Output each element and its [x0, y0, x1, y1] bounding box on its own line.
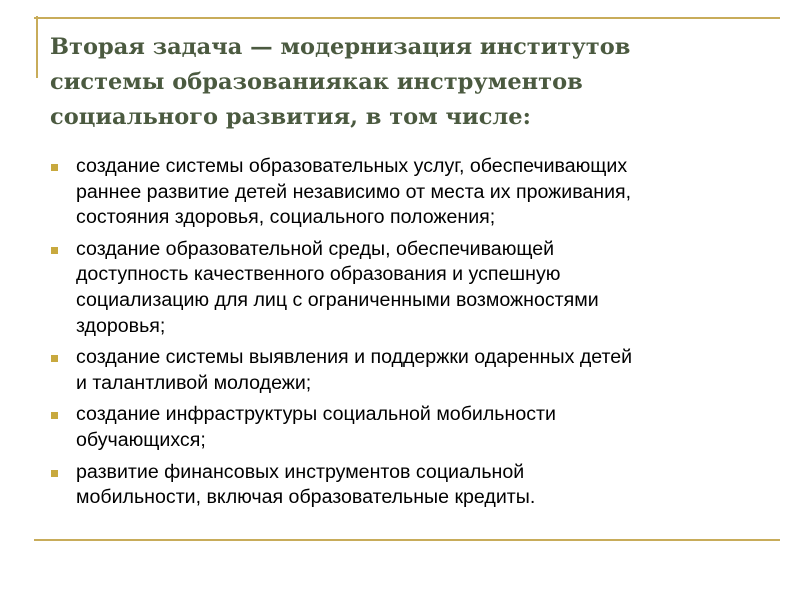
bullet-text [76, 154, 778, 231]
bullet-line: развитие финансовых инструментов социальной [76, 460, 525, 483]
slide-title [50, 30, 770, 135]
bullet-line: доступность качественного образования и успешную [76, 263, 561, 286]
bullet-line: создание системы выявления и поддержки одаренных детей [76, 346, 633, 369]
bullet-line: социализацию для лиц с ограниченными возможностями [76, 288, 599, 311]
square-bullet-icon [51, 412, 58, 419]
bullet-line: и талантливой молодежи; [76, 371, 312, 394]
bullet-line: состояния здоровья, социального положения; [76, 206, 496, 229]
title-line: социального развития, в том числе: [50, 104, 531, 130]
bullet-text [76, 237, 778, 339]
bullet-item [48, 345, 778, 396]
bullet-text [76, 460, 778, 511]
bullet-line: создание системы образовательных услуг, обеспечивающих [76, 155, 628, 177]
bullet-item [48, 460, 778, 511]
bullet-line: здоровья; [76, 314, 166, 337]
square-bullet-icon [51, 470, 58, 477]
bullet-item [48, 237, 778, 339]
bullet-item [48, 402, 778, 453]
left-accent-line [36, 16, 38, 78]
bullet-text [76, 345, 778, 396]
title-line: Вторая задача — модернизация институтов [50, 34, 631, 60]
bottom-divider-line [34, 539, 780, 541]
bullet-list [48, 154, 778, 517]
bullet-text [76, 402, 778, 453]
bullet-item [48, 154, 778, 231]
bullet-line: обучающихся; [76, 428, 206, 451]
bullet-line: создание образовательной среды, обеспечивающей [76, 237, 555, 260]
square-bullet-icon [51, 355, 58, 362]
square-bullet-icon [51, 247, 58, 254]
title-line: системы образованиякак инструментов [50, 69, 583, 95]
bullet-line: мобильности, включая образовательные кредиты. [76, 486, 536, 509]
bullet-line: раннее развитие детей независимо от места их проживания, [76, 180, 632, 203]
bullet-line: создание инфраструктуры социальной мобильности [76, 403, 556, 426]
square-bullet-icon [51, 164, 58, 171]
top-divider-line [34, 17, 780, 19]
